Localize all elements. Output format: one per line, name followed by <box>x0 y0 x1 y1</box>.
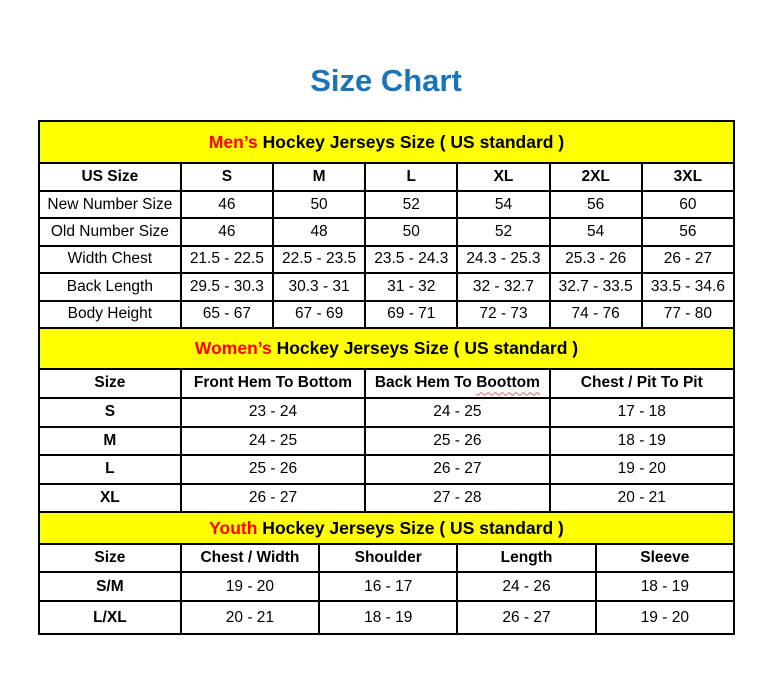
column-header-Size: Size <box>39 369 181 398</box>
value-cell: 46 <box>181 191 273 218</box>
value-cell: 54 <box>457 191 549 218</box>
value-cell: 18 - 19 <box>596 572 734 601</box>
value-cell: 21.5 - 22.5 <box>181 246 273 273</box>
value-cell: 19 - 20 <box>596 601 734 634</box>
section-banner-mens <box>39 121 734 163</box>
column-header-row <box>39 163 734 191</box>
value-cell: 22.5 - 23.5 <box>273 246 365 273</box>
column-header-Front Hem To Bottom: Front Hem To Bottom <box>181 369 365 398</box>
value-cell: 56 <box>550 191 642 218</box>
section-banner-row <box>39 512 734 544</box>
value-cell: 29.5 - 30.3 <box>181 273 273 300</box>
column-header-Length: Length <box>457 544 595 572</box>
table-row <box>39 301 734 328</box>
value-cell: 31 - 32 <box>365 273 457 300</box>
banner-text: Hockey Jerseys Size ( US standard ) <box>257 517 564 538</box>
size-table-mens <box>38 120 735 329</box>
column-header-XL: XL <box>457 163 549 191</box>
value-cell: 69 - 71 <box>365 301 457 328</box>
column-header-row <box>39 544 734 572</box>
banner-highlight: Youth <box>209 517 258 538</box>
value-cell: 32 - 32.7 <box>457 273 549 300</box>
value-cell: 18 - 19 <box>550 427 734 456</box>
value-cell: 24 - 25 <box>181 427 365 456</box>
value-cell: 25.3 - 26 <box>550 246 642 273</box>
value-cell: 27 - 28 <box>365 484 549 513</box>
table-row <box>39 191 734 218</box>
column-header-S: S <box>181 163 273 191</box>
value-cell: 17 - 18 <box>550 398 734 427</box>
banner-text: Hockey Jerseys Size ( US standard ) <box>271 337 579 358</box>
value-cell: 26 - 27 <box>181 484 365 513</box>
value-cell: 30.3 - 31 <box>273 273 365 300</box>
column-header-text: Back Hem To <box>374 374 477 392</box>
column-header-Chest / Pit To Pit: Chest / Pit To Pit <box>550 369 734 398</box>
value-cell: 56 <box>642 218 734 245</box>
row-label: Back Length <box>39 273 181 300</box>
column-header-Sleeve: Sleeve <box>596 544 734 572</box>
value-cell: 23 - 24 <box>181 398 365 427</box>
row-label: Old Number Size <box>39 218 181 245</box>
column-header-Shoulder: Shoulder <box>319 544 457 572</box>
column-header-row <box>39 369 734 398</box>
column-header-2XL: 2XL <box>550 163 642 191</box>
value-cell: 48 <box>273 218 365 245</box>
table-row <box>39 427 734 456</box>
size-table-womens <box>38 327 735 513</box>
value-cell: 19 - 20 <box>550 455 734 484</box>
row-label: New Number Size <box>39 191 181 218</box>
value-cell: 67 - 69 <box>273 301 365 328</box>
value-cell: 18 - 19 <box>319 601 457 634</box>
column-header-US Size: US Size <box>39 163 181 191</box>
banner-highlight: Men’s <box>208 131 258 152</box>
value-cell: 52 <box>457 218 549 245</box>
value-cell: 25 - 26 <box>181 455 365 484</box>
value-cell: 16 - 17 <box>319 572 457 601</box>
value-cell: 24 - 26 <box>457 572 595 601</box>
table-row <box>39 455 734 484</box>
column-header-Chest / Width: Chest / Width <box>181 544 319 572</box>
value-cell: 65 - 67 <box>181 301 273 328</box>
section-banner-row <box>39 328 734 369</box>
column-header-L: L <box>365 163 457 191</box>
table-row <box>39 398 734 427</box>
row-label: M <box>39 427 181 456</box>
table-row <box>39 484 734 513</box>
value-cell: 26 - 27 <box>642 246 734 273</box>
value-cell: 50 <box>365 218 457 245</box>
table-row <box>39 572 734 601</box>
value-cell: 77 - 80 <box>642 301 734 328</box>
row-label: Body Height <box>39 301 181 328</box>
value-cell: 24 - 25 <box>365 398 549 427</box>
table-row <box>39 273 734 300</box>
table-row <box>39 218 734 245</box>
value-cell: 74 - 76 <box>550 301 642 328</box>
value-cell: 25 - 26 <box>365 427 549 456</box>
value-cell: 19 - 20 <box>181 572 319 601</box>
value-cell: 20 - 21 <box>550 484 734 513</box>
banner-highlight: Women’s <box>194 337 272 358</box>
value-cell: 52 <box>365 191 457 218</box>
banner-text: Hockey Jerseys Size ( US standard ) <box>257 131 565 152</box>
value-cell: 46 <box>181 218 273 245</box>
value-cell: 24.3 - 25.3 <box>457 246 549 273</box>
column-header-Size: Size <box>39 544 181 572</box>
row-label: XL <box>39 484 181 513</box>
value-cell: 72 - 73 <box>457 301 549 328</box>
column-header-M: M <box>273 163 365 191</box>
value-cell: 54 <box>550 218 642 245</box>
row-label: Width Chest <box>39 246 181 273</box>
size-table-youth <box>38 511 735 635</box>
table-row <box>39 246 734 273</box>
column-header-Boottom <box>365 369 549 398</box>
row-label: L/XL <box>39 601 181 634</box>
value-cell: 32.7 - 33.5 <box>550 273 642 300</box>
section-banner-youth <box>39 512 734 544</box>
row-label: L <box>39 455 181 484</box>
value-cell: 33.5 - 34.6 <box>642 273 734 300</box>
misspelled-word: Boottom <box>476 374 540 392</box>
section-banner-womens <box>39 328 734 369</box>
column-header-3XL: 3XL <box>642 163 734 191</box>
value-cell: 26 - 27 <box>365 455 549 484</box>
size-chart <box>38 120 735 635</box>
value-cell: 26 - 27 <box>457 601 595 634</box>
value-cell: 20 - 21 <box>181 601 319 634</box>
value-cell: 23.5 - 24.3 <box>365 246 457 273</box>
value-cell: 60 <box>642 191 734 218</box>
row-label: S <box>39 398 181 427</box>
value-cell: 50 <box>273 191 365 218</box>
row-label: S/M <box>39 572 181 601</box>
size-chart-title: Size Chart <box>310 63 462 98</box>
table-row <box>39 601 734 634</box>
section-banner-row <box>39 121 734 163</box>
